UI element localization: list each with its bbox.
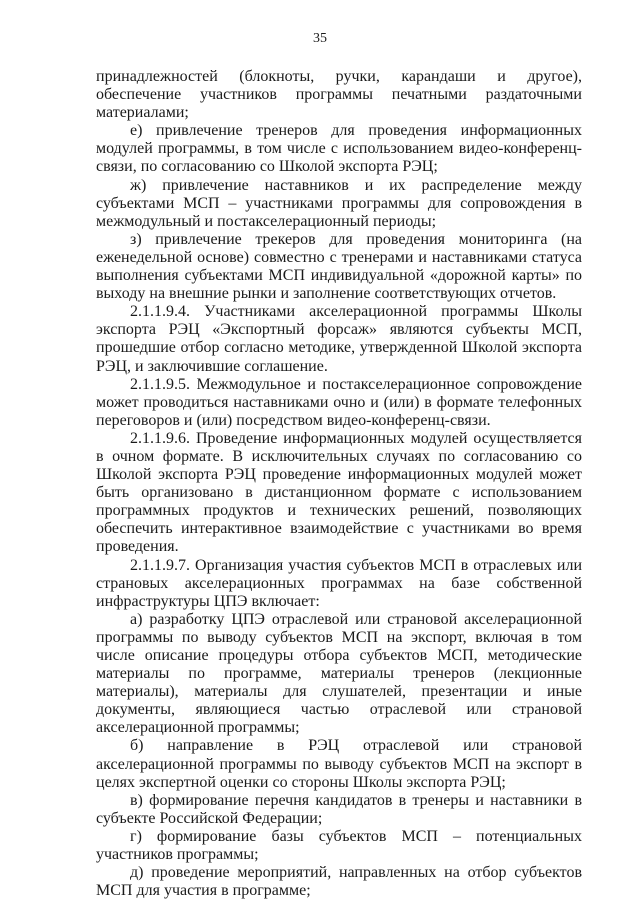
clause-2-1-1-9-5: 2.1.1.9.5. Межмодульное и постакселерационное сопровождение может проводиться наставниками очно и (или) в формате телефонных переговоров и (или) посредством видео-конференц-связи.	[96, 375, 582, 429]
list-item-b: б) направление в РЭЦ отраслевой или страновой акселерационной программы по выводу субъектов МСП на экспорт в целях экспертной оценки со стороны Школы экспорта РЭЦ;	[96, 737, 582, 791]
list-item-z: з) привлечение трекеров для проведения мониторинга (на еженедельной основе) совместно с тренерами и наставниками статуса выполнения субъектами МСП индивидуальной «дорожной карты» по выходу на внешние рынки и заполнение соответствующих отчетов.	[96, 230, 582, 303]
clause-2-1-1-9-6: 2.1.1.9.6. Проведение информационных модулей осуществляется в очном формате. В исключительных случаях по согласованию со Школой экспорта РЭЦ проведение информационных модулей может быть организовано в дистанционном формате с использованием программных продуктов и технических решений, позволяющих обеспечить интерактивное взаимодействие с участниками во время проведения.	[96, 429, 582, 556]
list-item-a: а) разработку ЦПЭ отраслевой или страновой акселерационной программы по выводу субъектов МСП на экспорт, включая в том числе описание процедуры отбора субъектов МСП, методические материалы по программе, материалы тренеров (лекционные материалы), материалы для слушателей, презентации и иные документы, являющиеся частью отраслевой или страновой акселерационной программы;	[96, 610, 582, 737]
document-body	[96, 68, 582, 900]
list-item-g: г) формирование базы субъектов МСП – потенциальных участников программы;	[96, 827, 582, 864]
list-item-e: е) привлечение тренеров для проведения информационных модулей программы, в том числе с использованием видео-конференц-связи, по согласованию со Школой экспорта РЭЦ;	[96, 122, 582, 176]
clause-2-1-1-9-7: 2.1.1.9.7. Организация участия субъектов МСП в отраслевых или страновых акселерационных программах на базе собственной инфраструктуры ЦПЭ включает:	[96, 556, 582, 610]
page-number: 35	[313, 31, 327, 46]
list-item-d: д) проведение мероприятий, направленных на отбор субъектов МСП для участия в программе;	[96, 864, 582, 900]
list-item-zh: ж) привлечение наставников и их распределение между субъектами МСП – участниками программы для сопровождения в межмодульный и постакселерационный периоды;	[96, 176, 582, 230]
paragraph-continuation: принадлежностей (блокноты, ручки, карандаши и другое), обеспечение участников программы печатными раздаточными материалами;	[96, 68, 582, 122]
list-item-v: в) формирование перечня кандидатов в тренеры и наставники в субъекте Российской Федерации;	[96, 791, 582, 827]
clause-2-1-1-9-4: 2.1.1.9.4. Участниками акселерационной программы Школы экспорта РЭЦ «Экспортный форсаж» являются субъекты МСП, прошедшие отбор согласно методике, утвержденной Школой экспорта РЭЦ, и заключившие соглашение.	[96, 303, 582, 375]
